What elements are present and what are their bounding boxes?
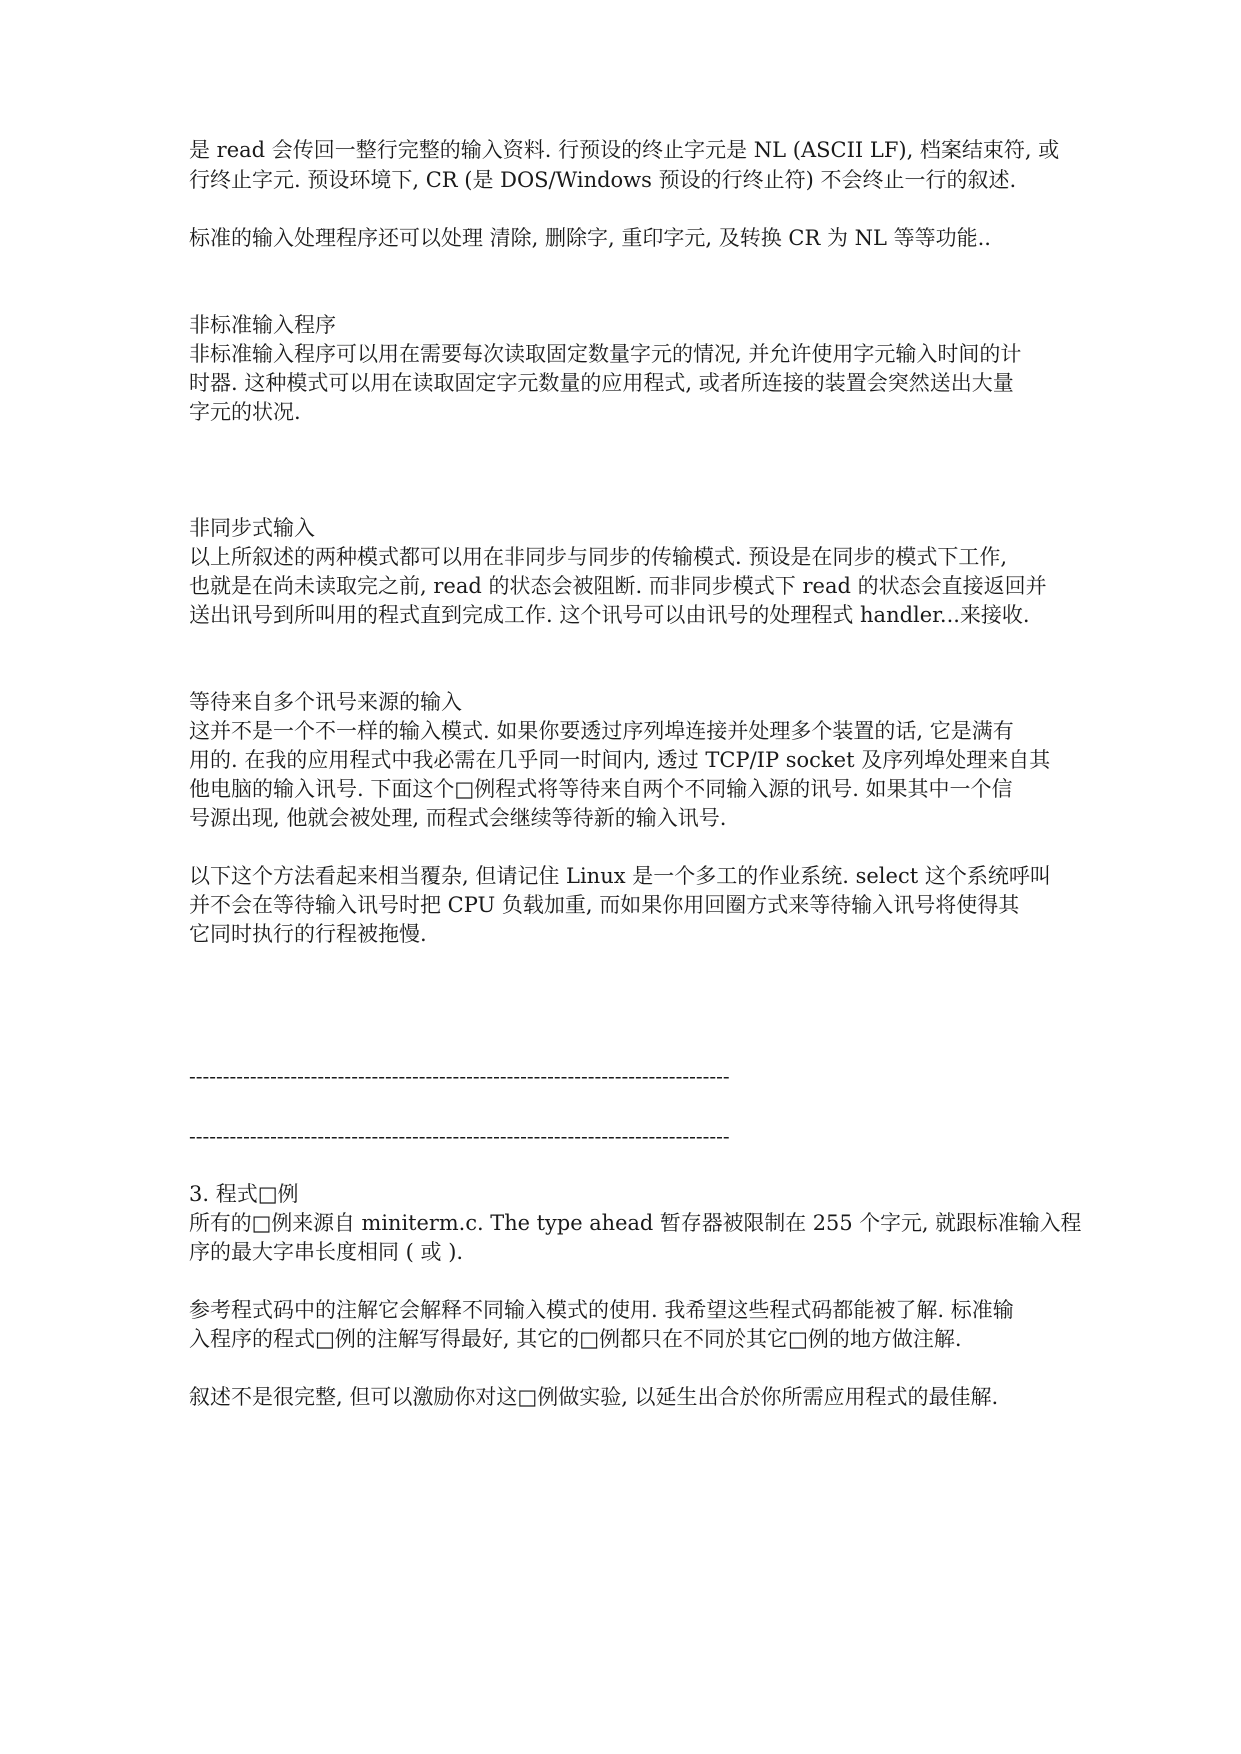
noncanonical-line-1: 非标准输入程序可以用在需要每次读取固定数量字元的情况, 并允许使用字元输入时间的计 [189,342,1022,366]
async-heading: 非同步式输入 [189,516,315,540]
closing-paragraph: 叙述不是很完整, 但可以激励你对这□例做实验, 以延生出合於你所需应用程式的最佳解. [189,1385,999,1409]
dashed-separator-2: -------------------------------------------------------------------------------- [189,1124,730,1148]
multi-source-line-3: 他电脑的输入讯号. 下面这个□例程式将等待来自两个不同输入源的讯号. 如果其中一个信 [189,777,1013,801]
intro-line-2: 行终止字元. 预设环境下, CR (是 DOS/Windows 预设的行终止符) 不会终止一行的叙述. [189,168,1017,192]
comments-note-line-1: 参考程式码中的注解它会解释不同输入模式的使用. 我希望这些程式码都能被了解. 标准输 [189,1298,1014,1322]
noncanonical-line-2: 时器. 这种模式可以用在读取固定字元数量的应用程式, 或者所连接的装置会突然送出大量 [189,371,1014,395]
async-line-2: 也就是在尚未读取完之前, read 的状态会被阻断. 而非同步模式下 read 的状态会直接返回并 [189,574,1047,598]
comments-note-line-2: 入程序的程式□例的注解写得最好, 其它的□例都只在不同於其它□例的地方做注解. [189,1327,962,1351]
noncanonical-line-3: 字元的状况. [189,400,301,424]
select-note-line-2: 并不会在等待输入讯号时把 CPU 负载加重, 而如果你用回圈方式来等待输入讯号将使得其 [189,893,1020,917]
select-note-line-1: 以下这个方法看起来相当覆杂, 但请记住 Linux 是一个多工的作业系统. select 这个系统呼叫 [189,864,1051,888]
async-line-1: 以上所叙述的两种模式都可以用在非同步与同步的传输模式. 预设是在同步的模式下工作, [189,545,1008,569]
dashed-separator-1: -------------------------------------------------------------------------------- [189,1064,730,1088]
multi-source-heading: 等待来自多个讯号来源的输入 [189,690,462,714]
multi-source-line-2: 用的. 在我的应用程式中我必需在几乎同一时间内, 透过 TCP/IP socket 及序列埠处理来自其 [189,748,1051,772]
examples-line-2: 序的最大字串长度相同 ( 或 ). [189,1240,464,1264]
canonical-features-paragraph: 标准的输入处理程序还可以处理 清除, 删除字, 重印字元, 及转换 CR 为 NL 等等功能.. [189,226,991,250]
select-note-line-3: 它同时执行的行程被拖慢. [189,922,427,946]
multi-source-line-1: 这并不是一个不一样的输入模式. 如果你要透过序列埠连接并处理多个装置的话, 它是满有 [189,719,1014,743]
noncanonical-heading: 非标准输入程序 [189,313,336,337]
async-line-3: 送出讯号到所叫用的程式直到完成工作. 这个讯号可以由讯号的处理程式 handler...来接收. [189,603,1030,627]
examples-line-1: 所有的□例来源自 miniterm.c. The type ahead 暂存器被限制在 255 个字元, 就跟标准输入程 [189,1211,1082,1235]
multi-source-line-4: 号源出现, 他就会被处理, 而程式会继续等待新的输入讯号. [189,806,727,830]
examples-heading: 3. 程式□例 [189,1182,299,1206]
intro-line-1: 是 read 会传回一整行完整的输入资料. 行预设的终止字元是 NL (ASCII LF), 档案结束符, 或 [189,138,1060,162]
